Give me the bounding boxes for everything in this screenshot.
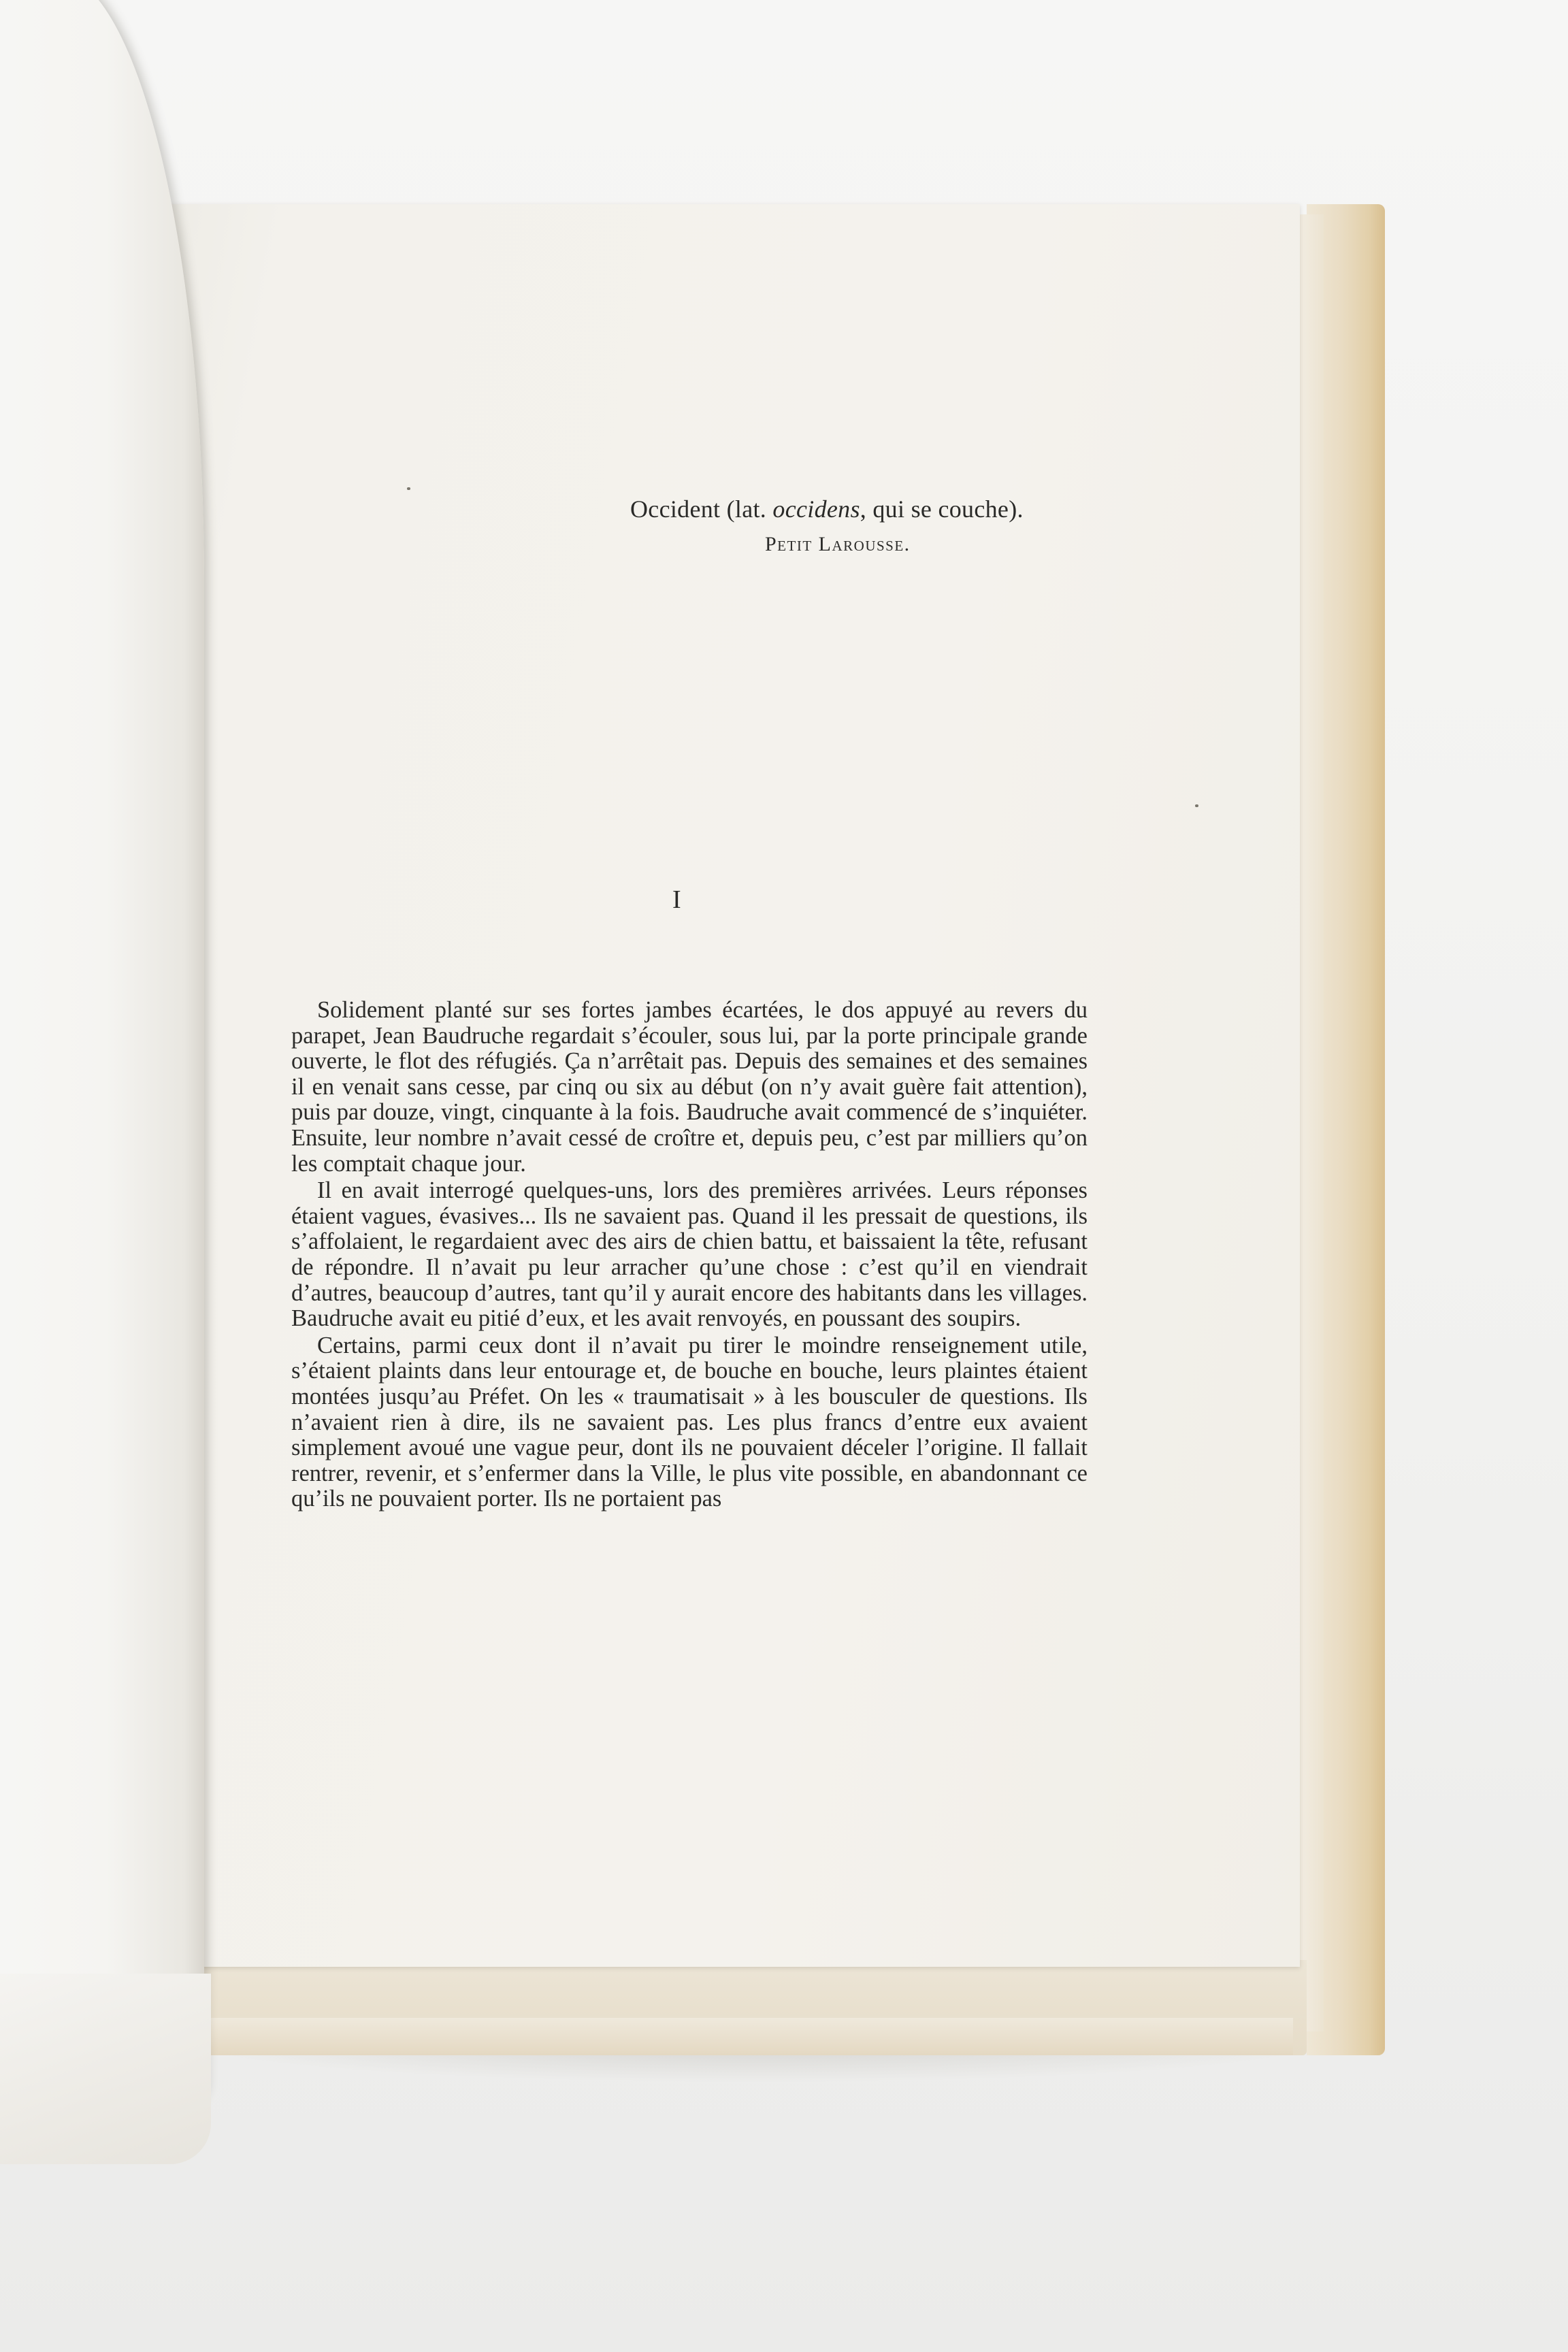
- left-page-fold: [0, 1974, 211, 2164]
- body-text: [291, 998, 1088, 1512]
- paragraph: Solidement planté sur ses fortes jambes écartées, le dos appuyé au revers du parapet, Jean Baudruche regardait s’écouler, sous lui, par la porte principale grande ouverte, le flot des réfugiés. Ça n’arrêtait pas. Depuis des semaines et des semaines il en venait sans cesse, par cinq ou six au début (on n’y avait guère fait attention), puis par douze, vingt, cinquante à la fois. Baudruche avait commencé de s’inquiéter. Ensuite, leur nombre n’avait cessé de croître et, depuis peu, c’est par milliers qu’on les comptait chaque jour.: [291, 997, 1088, 1177]
- epigraph-gloss: , qui se couche).: [860, 495, 1024, 523]
- epigraph: [630, 491, 1093, 562]
- epigraph-source: Petit Larousse.: [765, 533, 911, 555]
- curled-left-page: [0, 0, 204, 2110]
- dust-speck: [407, 487, 410, 490]
- epigraph-definition: [630, 491, 1093, 527]
- dust-speck: [1195, 804, 1198, 807]
- chapter-numeral: I: [672, 885, 681, 914]
- paragraph: Certains, parmi ceux dont il n’avait pu tirer le moindre renseignement utile, s’étaient plaints dans leur entourage et, de bouche en bouche, leurs plaintes étaient montées jusqu’au Préfet. On les « traumatisait » à les bousculer de questions. Ils n’avaient rien à dire, ils ne savaient pas. Les plus francs d’entre eux avaient simplement avoué une vague peur, dont ils ne pouvaient déceler l’origine. Il fallait rentrer, revenir, et s’enfermer dans la Ville, le plus vite possible, en abandonnant ce qu’ils ne pouvaient porter. Ils ne portaient pas: [291, 1332, 1088, 1512]
- paragraph: Il en avait interrogé quelques-uns, lors des premières arrivées. Leurs réponses étaient vagues, évasives... Ils ne savaient pas. Quand il les pressait de questions, ils s’affolaient, le regardaient avec des airs de chien battu, et baissaient la tête, refusant de répondre. Il n’avait pu leur arracher qu’une chose : c’est qu’il en viendrait d’autres, beaucoup d’autres, tant qu’il y aurait encore des habitants dans les villages. Baudruche avait eu pitié d’eux, et les avait renvoyés, en poussant des soupirs.: [291, 1177, 1088, 1332]
- epigraph-latin: occidens: [772, 495, 860, 523]
- epigraph-word: Occident (lat.: [630, 495, 773, 523]
- page-edges-right-inner: [1296, 214, 1324, 2031]
- page-edges-bottom-lower: [211, 2018, 1293, 2055]
